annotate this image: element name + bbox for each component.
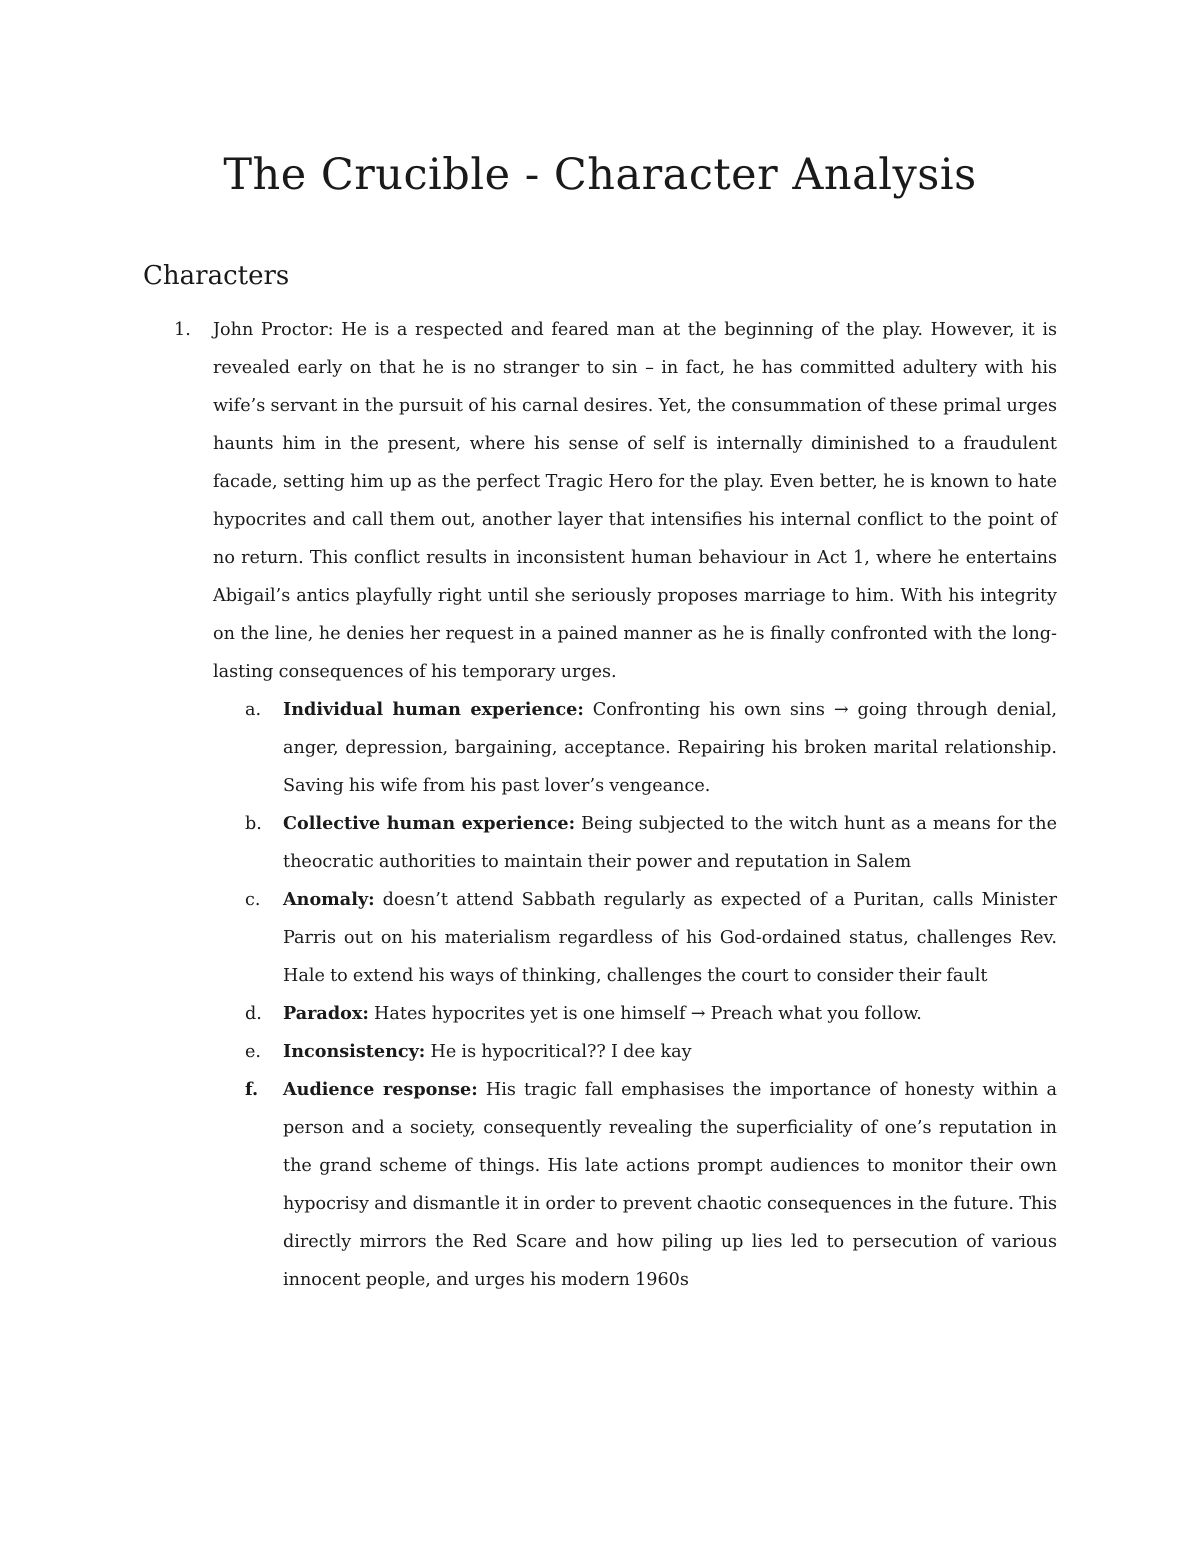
analysis-point-audience-response xyxy=(0,1071,1200,1299)
point-term: Individual human experience: xyxy=(283,699,584,720)
point-body xyxy=(283,805,1057,881)
point-letter: d. xyxy=(245,1004,262,1024)
analysis-point-collective-experience xyxy=(0,805,1200,881)
character-list xyxy=(0,311,1200,1299)
analysis-point-anomaly xyxy=(0,881,1200,995)
point-body xyxy=(283,995,1057,1033)
point-letter: e. xyxy=(245,1042,262,1062)
point-term: Paradox: xyxy=(283,1003,369,1024)
point-text: Confronting his own sins → going through denial, anger, depression, bargaining, acceptance. Repairing his broken marital relationship. Saving his wife from his past lover’s vengeance. xyxy=(283,700,1057,796)
point-letter: a. xyxy=(245,700,262,720)
analysis-point-paradox xyxy=(0,995,1200,1033)
character-description: John Proctor: He is a respected and feared man at the beginning of the play. However, it is revealed early on that he is no stranger to sin – in fact, he has committed adultery with his wife’s servant in the pursuit of his carnal desires. Yet, the consummation of these primal urges haunts him in the present, where his sense of self is internally diminished to a fraudulent facade, setting him up as the perfect Tragic Hero for the play. Even better, he is known to hate hypocrites and call them out, another layer that intensifies his internal conflict to the point of no return. This conflict results in inconsistent human behaviour in Act 1, where he entertains Abigail’s antics playfully right until she seriously proposes marriage to him. With his integrity on the line, he denies her request in a pained manner as he is finally confronted with the long-lasting consequences of his temporary urges. xyxy=(213,320,1057,682)
point-term: Anomaly: xyxy=(283,889,375,910)
point-text: doesn’t attend Sabbath regularly as expected of a Puritan, calls Minister Parris out on his materialism regardless of his God-ordained status, challenges Rev. Hale to extend his ways of thinking, challenges the court to consider their fault xyxy=(283,890,1057,986)
point-body xyxy=(283,1071,1057,1299)
point-text: His tragic fall emphasises the importance of honesty within a person and a society, consequently revealing the superficiality of one’s reputation in the grand scheme of things. His late actions prompt audiences to monitor their own hypocrisy and dismantle it in order to prevent chaotic consequences in the future. This directly mirrors the Red Scare and how piling up lies led to persecution of various innocent people, and urges his modern 1960s xyxy=(283,1080,1057,1290)
point-body xyxy=(283,691,1057,805)
point-letter: c. xyxy=(245,890,261,910)
point-term: Audience response: xyxy=(283,1079,478,1100)
point-body xyxy=(283,881,1057,995)
analysis-point-inconsistency xyxy=(0,1033,1200,1071)
point-text: Hates hypocrites yet is one himself → Preach what you follow. xyxy=(368,1004,922,1024)
point-body xyxy=(283,1033,1057,1071)
document-title: The Crucible - Character Analysis xyxy=(223,150,977,200)
point-term: Inconsistency: xyxy=(283,1041,426,1062)
point-letter: f. xyxy=(245,1079,259,1100)
point-term: Collective human experience: xyxy=(283,813,576,834)
analysis-points xyxy=(0,691,1200,1299)
analysis-point-individual-experience xyxy=(0,691,1200,805)
point-text: He is hypocritical?? I dee kay xyxy=(425,1042,692,1062)
point-letter: b. xyxy=(245,814,262,834)
section-heading: Characters xyxy=(143,261,290,291)
point-text: Being subjected to the witch hunt as a means for the theocratic authorities to maintain their power and reputation in Salem xyxy=(283,814,1057,872)
character-number: 1. xyxy=(174,320,191,340)
character-item-john-proctor xyxy=(0,311,1200,1299)
